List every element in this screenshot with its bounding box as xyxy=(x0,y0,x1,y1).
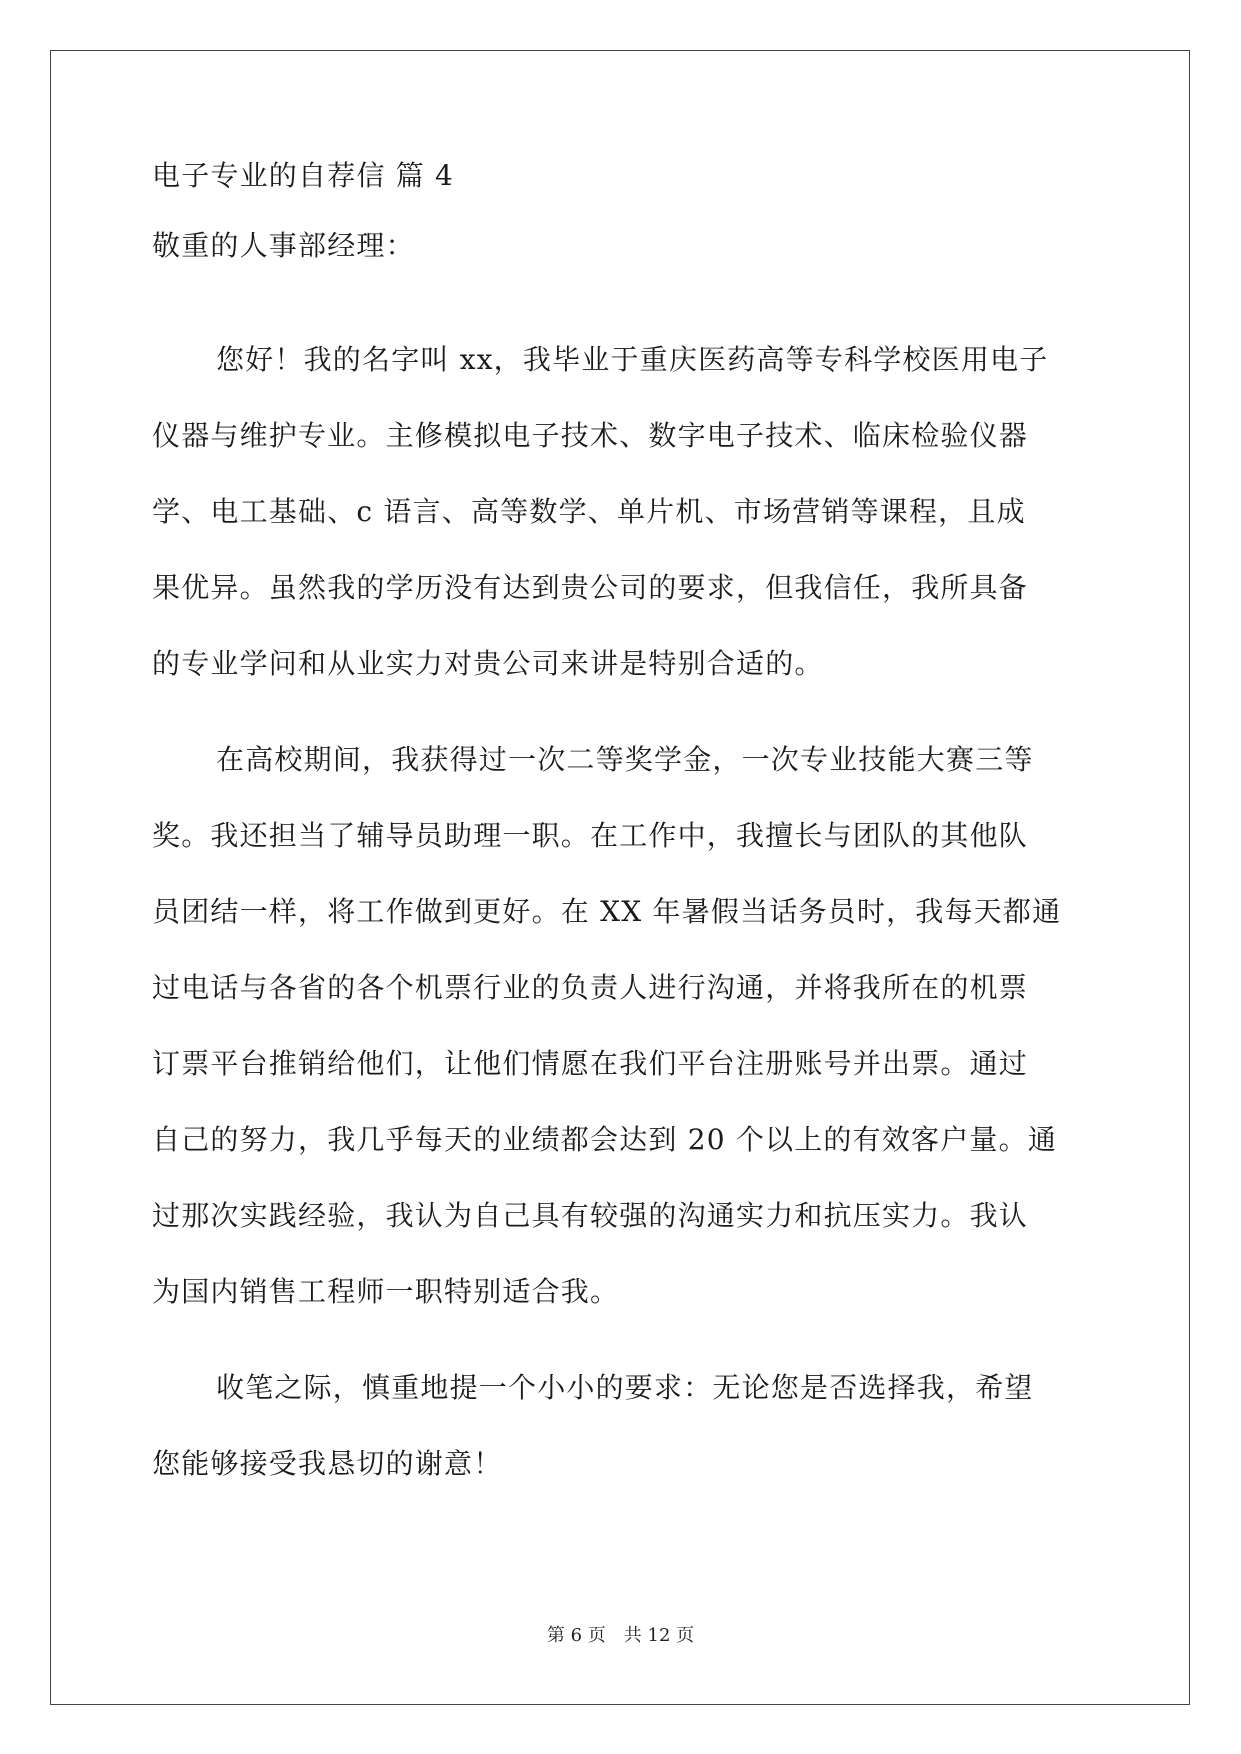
body-line: 过电话与各省的各个机票行业的负责人进行沟通，并将我所在的机票 xyxy=(152,971,1029,1004)
body-line: 学、电工基础、c 语言、高等数学、单片机、市场营销等课程，且成 xyxy=(152,495,1026,528)
body-line: 收笔之际，慎重地提一个小小的要求：无论您是否选择我，希望 xyxy=(216,1371,1034,1404)
body-line: 自己的努力，我几乎每天的业绩都会达到 20 个以上的有效客户量。通 xyxy=(152,1123,1058,1156)
body-line: 您能够接受我恳切的谢意！ xyxy=(152,1447,503,1480)
body-line: 仪器与维护专业。主修模拟电子技术、数字电子技术、临床检验仪器 xyxy=(152,419,1029,452)
body-line: 订票平台推销给他们，让他们情愿在我们平台注册账号并出票。通过 xyxy=(152,1047,1029,1080)
body-line: 为国内销售工程师一职特别适合我。 xyxy=(152,1275,620,1308)
body-line: 在高校期间，我获得过一次二等奖学金，一次专业技能大赛三等 xyxy=(216,743,1034,776)
body-line: 员团结一样，将工作做到更好。在 XX 年暑假当话务员时，我每天都通 xyxy=(152,895,1062,928)
body-line: 奖。我还担当了辅导员助理一职。在工作中，我擅长与团队的其他队 xyxy=(152,819,1029,852)
page-number: 第 6 页 共 12 页 xyxy=(546,1625,695,1646)
body-line: 您好！我的名字叫 xx，我毕业于重庆医药高等专科学校医用电子 xyxy=(216,343,1049,376)
body-line: 果优异。虽然我的学历没有达到贵公司的要求，但我信任，我所具备 xyxy=(152,571,1029,604)
body-line: 的专业学问和从业实力对贵公司来讲是特别合适的。 xyxy=(152,647,824,680)
salutation: 敬重的人事部经理： xyxy=(152,229,415,262)
body-line: 过那次实践经验，我认为自己具有较强的沟通实力和抗压实力。我认 xyxy=(152,1199,1029,1232)
document-title: 电子专业的自荐信 篇 4 xyxy=(152,159,455,192)
